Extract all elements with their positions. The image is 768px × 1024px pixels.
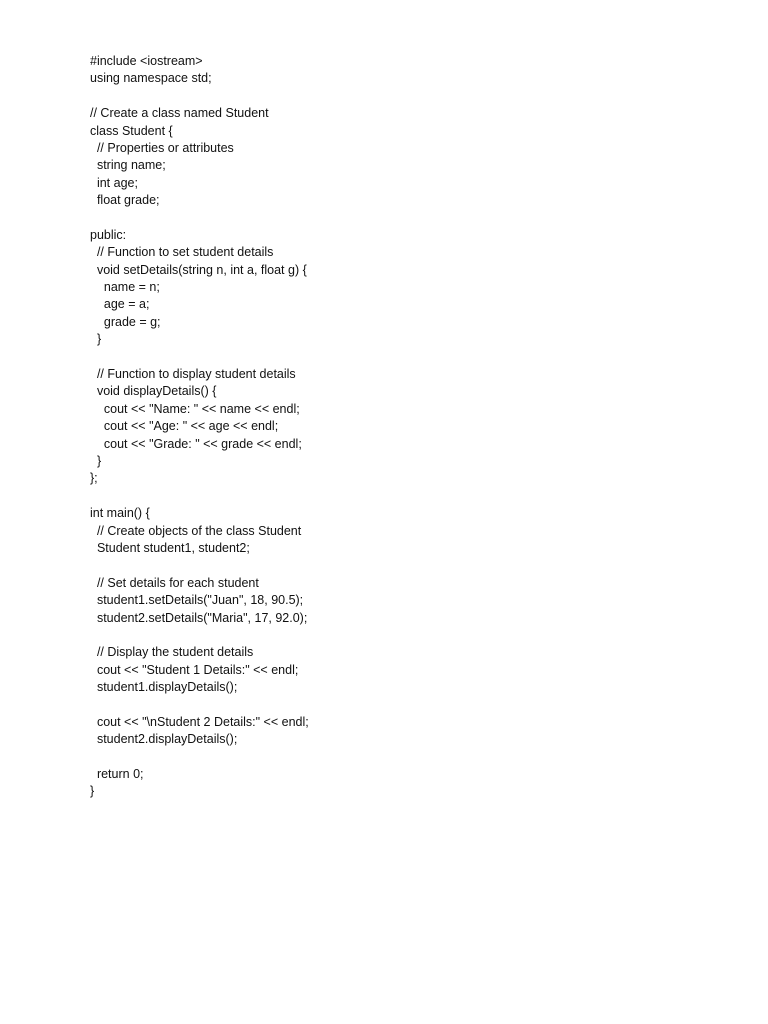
code-line: cout << "\nStudent 2 Details:" << endl; xyxy=(90,714,309,729)
code-line: student2.displayDetails(); xyxy=(90,732,238,747)
blank-line xyxy=(90,349,730,366)
code-line: class Student { xyxy=(90,123,173,138)
code-line: Student student1, student2; xyxy=(90,540,250,555)
blank-line xyxy=(90,627,730,644)
code-line: cout << "Name: " << name << endl; xyxy=(90,401,300,416)
code-line: student1.displayDetails(); xyxy=(90,680,238,695)
code-line: int age; xyxy=(90,175,138,190)
code-line: // Display the student details xyxy=(90,645,254,660)
code-line: }; xyxy=(90,471,98,486)
code-line: void displayDetails() { xyxy=(90,384,217,399)
code-line: string name; xyxy=(90,158,166,173)
code-line: } xyxy=(90,332,102,347)
code-line: } xyxy=(90,453,102,468)
blank-line xyxy=(90,210,730,227)
code-line: grade = g; xyxy=(90,314,161,329)
code-line: student2.setDetails("Maria", 17, 92.0); xyxy=(90,610,308,625)
code-line: cout << "Grade: " << grade << endl; xyxy=(90,436,302,451)
blank-line xyxy=(90,488,730,505)
code-line: } xyxy=(90,784,95,799)
blank-line xyxy=(90,696,730,713)
code-line: void setDetails(string n, int a, float g) { xyxy=(90,262,307,277)
code-line: cout << "Student 1 Details:" << endl; xyxy=(90,662,299,677)
code-line: cout << "Age: " << age << endl; xyxy=(90,419,279,434)
code-line: // Properties or attributes xyxy=(90,140,234,155)
code-line: // Function to display student details xyxy=(90,367,296,382)
code-line: public: xyxy=(90,227,127,242)
code-line: // Create objects of the class Student xyxy=(90,523,302,538)
code-line: student1.setDetails("Juan", 18, 90.5); xyxy=(90,593,304,608)
code-line: // Create a class named Student xyxy=(90,106,269,121)
code-line: // Set details for each student xyxy=(90,575,259,590)
code-line: #include <iostream> xyxy=(90,54,203,68)
blank-line xyxy=(90,88,730,105)
code-line: age = a; xyxy=(90,297,150,312)
blank-line xyxy=(90,749,730,766)
code-line: // Function to set student details xyxy=(90,245,274,260)
blank-line xyxy=(90,557,730,574)
code-line: return 0; xyxy=(90,767,144,782)
code-line: int main() { xyxy=(90,506,150,521)
code-line: float grade; xyxy=(90,193,160,208)
code-line: name = n; xyxy=(90,280,160,295)
code-listing xyxy=(90,53,730,801)
code-line: using namespace std; xyxy=(90,71,212,86)
